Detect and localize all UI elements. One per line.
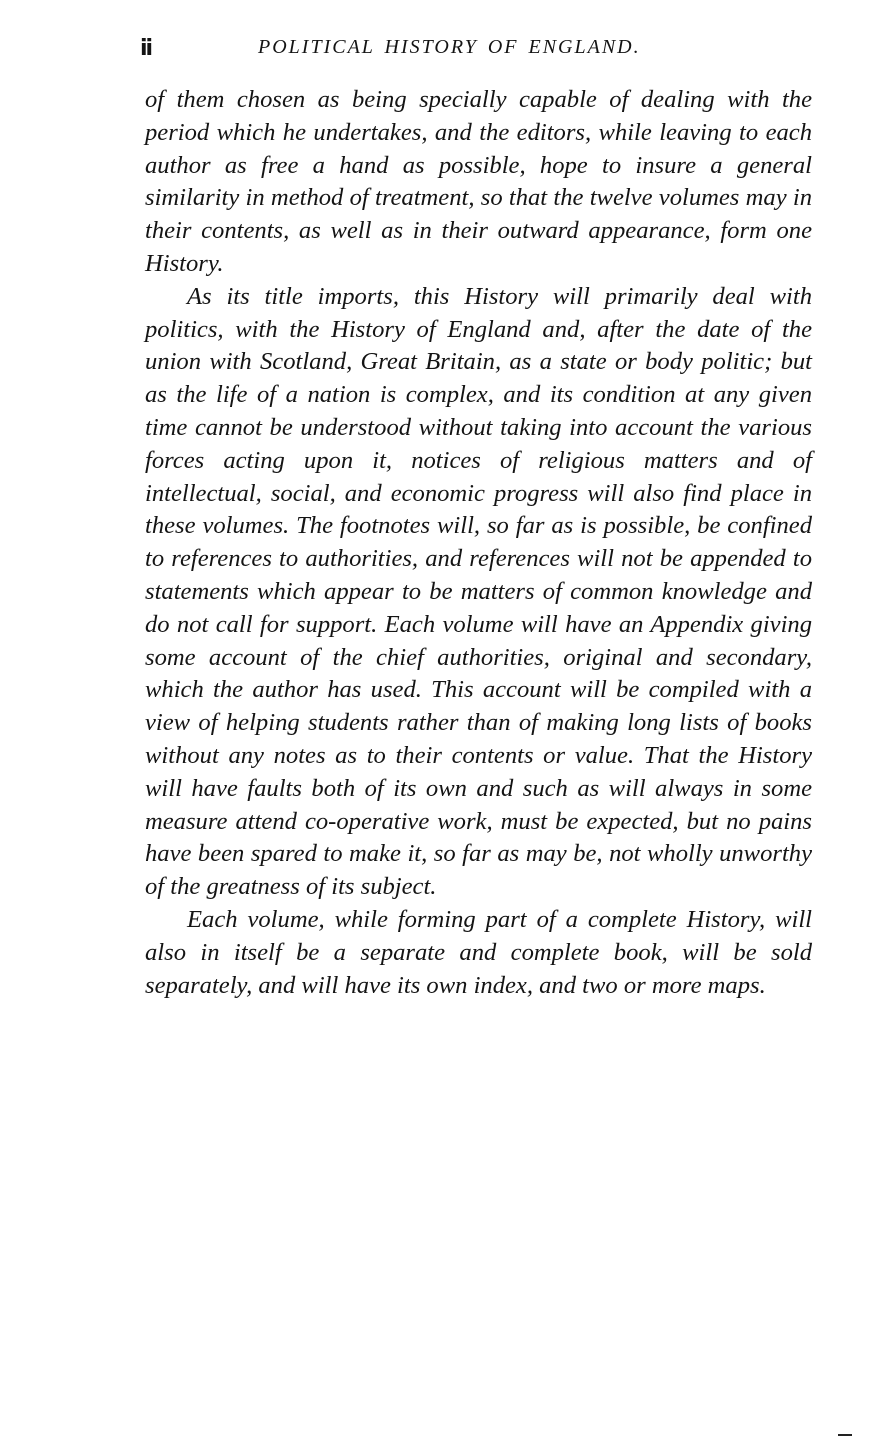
page-body (145, 84, 812, 1002)
paragraph-scope: As its title imports, this History will primarily deal with politics, with the History of England and, after the date of the union with Scotland, Great Britain, as a state or body politic; but as the life of a nation is complex, and its condition at any given time cannot be understood without taking into account the various forces acting upon it, notices of religious matters and of intellectual, social, and economic progress will also find place in these volumes. The footnotes will, so far as is possible, be confined to references to authorities, and references will not be appended to statements which appear to be matters of common knowledge and do not call for support. Each volume will have an Appendix giving some account of the chief authorities, original and secondary, which the author has used. This account will be compiled with a view of helping students rather than of making long lists of books without any notes as to their contents or value. That the History will have faults both of its own and such as will always in some measure attend co-operative work, must be expected, but no pains have been spared to make it, so far as may be, not wholly unworthy of the greatness of its subject. (145, 282, 812, 901)
running-title: POLITICAL HISTORY OF ENGLAND. (258, 36, 641, 58)
paragraph-volumes: Each volume, while forming part of a complete History, will also in itself be a separate and complete book, will be sold separately, and will have its own index, and two or more maps. (145, 905, 812, 999)
paragraph-continued: of them chosen as being specially capable of dealing with the period which he undertakes, and the editors, while leaving to each author as free a hand as possible, hope to insure a general similarity in method of treatment, so that the twelve volumes may in their contents, as well as in their outward appearance, form one History. (145, 86, 812, 277)
running-head (140, 36, 820, 66)
page-edge-mark (838, 1434, 852, 1436)
page-number: ii (140, 36, 152, 61)
